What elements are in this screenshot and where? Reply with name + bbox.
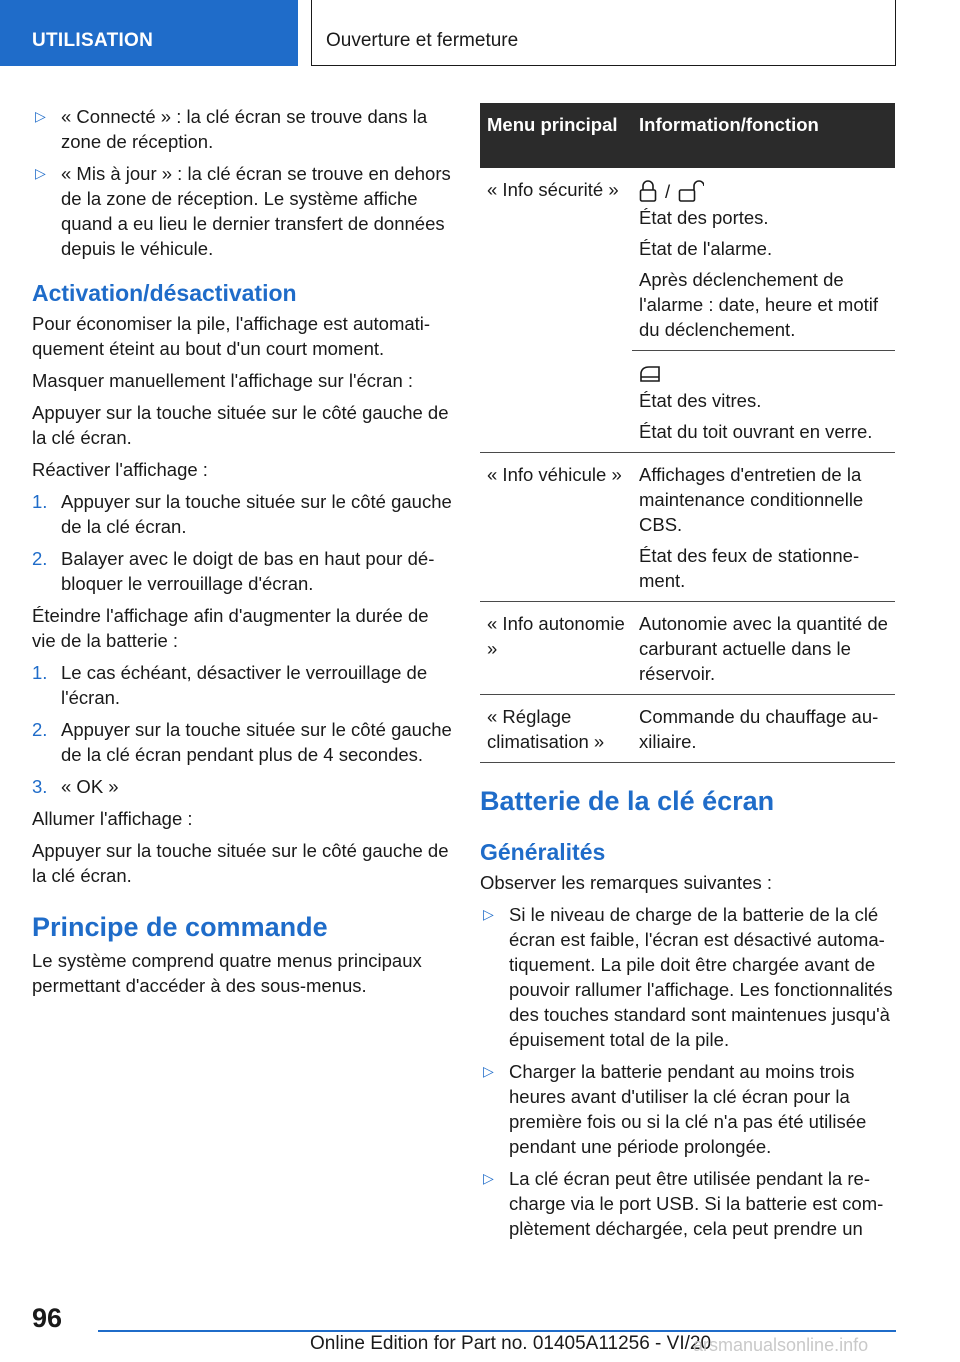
window-icon	[639, 365, 661, 383]
step-item: 3. « OK »	[32, 776, 119, 797]
table-row	[480, 602, 895, 695]
lock-open-icon	[678, 180, 704, 202]
menu-cell: « Réglage climatisation »	[480, 695, 632, 763]
paragraph: Éteindre l'affichage afin d'augmenter la durée de vie de la batterie :	[32, 605, 429, 651]
list-item: ▷ « Connecté » : la clé écran se trouve dans la zone de réception.	[35, 106, 428, 152]
section-title: UTILISATION	[32, 30, 154, 51]
menu-cell: « Info sécurité »	[480, 168, 632, 453]
table-row	[480, 695, 895, 763]
paragraph: Observer les remarques suivantes :	[480, 872, 773, 893]
watermark: arsmanualsonline.info	[693, 1335, 869, 1355]
footer-divider	[98, 1330, 896, 1332]
step-item: 2. Appuyer sur la touche située sur le côté gauche de la clé écran pendant plus de 4 secondes.	[32, 719, 452, 765]
info-cell: Affichages d'entretien de la maintenance conditionnelle CBS. État des feux de stationnement.	[632, 453, 895, 602]
principle-heading: Principe de commande	[32, 912, 328, 942]
lock-status-icons	[639, 177, 888, 205]
paragraph: Le système comprend quatre menus principaux permettant d'accéder à des sous-menus.	[32, 950, 422, 996]
window-status-icons	[639, 360, 888, 388]
table-row	[480, 168, 895, 351]
list-item: ▷ Charger la batterie pendant au moins trois heures avant d'utiliser la clé écran pour la première fois ou si la clé n'a pas été utilisée pendant une période prolongée.	[483, 1061, 867, 1157]
menu-cell: « Info véhicule »	[480, 453, 632, 602]
step-item: 2. Balayer avec le doigt de bas en haut pour débloquer le verrouillage d'écran.	[32, 548, 435, 594]
paragraph: Masquer manuellement l'affichage sur l'écran :	[32, 370, 414, 391]
step-item: 1. Appuyer sur la touche située sur le côté gauche de la clé écran.	[32, 491, 452, 537]
page-number: 96	[32, 1303, 63, 1333]
step-item: 1. Le cas échéant, désactiver le verrouillage de l'écran.	[32, 662, 428, 708]
icon-separator: /	[665, 180, 671, 202]
menu-cell: « Info autonomie »	[480, 602, 632, 695]
column-header-info: Information/fonction	[632, 103, 895, 168]
paragraph: Réactiver l'affichage :	[32, 459, 208, 480]
info-cell: Commande du chauffage auxiliaire.	[632, 695, 895, 763]
activation-heading: Activation/désactivation	[32, 280, 297, 306]
menu-table	[480, 103, 895, 763]
info-cell: / État des portes. État de l'alarme. Après déclenchement de l'alarme : date, heure et motif du déclenchement.	[632, 168, 895, 351]
paragraph: Appuyer sur la touche située sur le côté gauche de la clé écran.	[32, 402, 449, 448]
triangle-bullet-icon: ▷	[483, 906, 494, 922]
general-heading: Généralités	[480, 839, 606, 865]
triangle-bullet-icon: ▷	[35, 165, 46, 181]
triangle-bullet-icon: ▷	[483, 1063, 494, 1079]
right-column	[480, 784, 900, 1248]
lock-closed-icon	[639, 180, 657, 202]
list-item: ▷ La clé écran peut être utilisée pendant la recharge via le port USB. Si la batterie est complètement déchargée, cela peut prendre un	[483, 1168, 884, 1239]
info-cell: État des vitres. État du toit ouvrant en verre.	[632, 351, 895, 453]
battery-heading: Batterie de la clé écran	[480, 786, 775, 816]
section-tab	[0, 0, 298, 66]
edition-text: Online Edition for Part no. 01405A11256 - VI/20	[310, 1333, 712, 1354]
paragraph: Appuyer sur la touche située sur le côté gauche de la clé écran.	[32, 840, 449, 886]
chapter-header	[311, 0, 896, 66]
column-header-menu: Menu principal	[480, 103, 632, 168]
info-cell: Autonomie avec la quantité de carburant actuelle dans le réservoir.	[632, 602, 895, 695]
list-item: ▷ « Mis à jour » : la clé écran se trouve en dehors de la zone de réception. Le système affiche quand a eu lieu le dernier transfert de données depuis le véhicule.	[35, 163, 451, 259]
paragraph: Pour économiser la pile, l'affichage est automatiquement éteint au bout d'un court moment.	[32, 313, 431, 359]
triangle-bullet-icon: ▷	[483, 1170, 494, 1186]
table-header-row	[480, 103, 895, 168]
left-column	[32, 104, 452, 1005]
chapter-title: Ouverture et fermeture	[326, 30, 519, 51]
table-row	[480, 453, 895, 602]
triangle-bullet-icon: ▷	[35, 108, 46, 124]
list-item: ▷ Si le niveau de charge de la batterie de la clé écran est faible, l'écran est désactivé automatiquement. La pile doit être chargée avant de pouvoir rallumer l'affichage. Les fonctionnalités des touches standard sont maintenues jusqu'à épuisement total de la pile.	[483, 904, 893, 1050]
paragraph: Allumer l'affichage :	[32, 808, 193, 829]
